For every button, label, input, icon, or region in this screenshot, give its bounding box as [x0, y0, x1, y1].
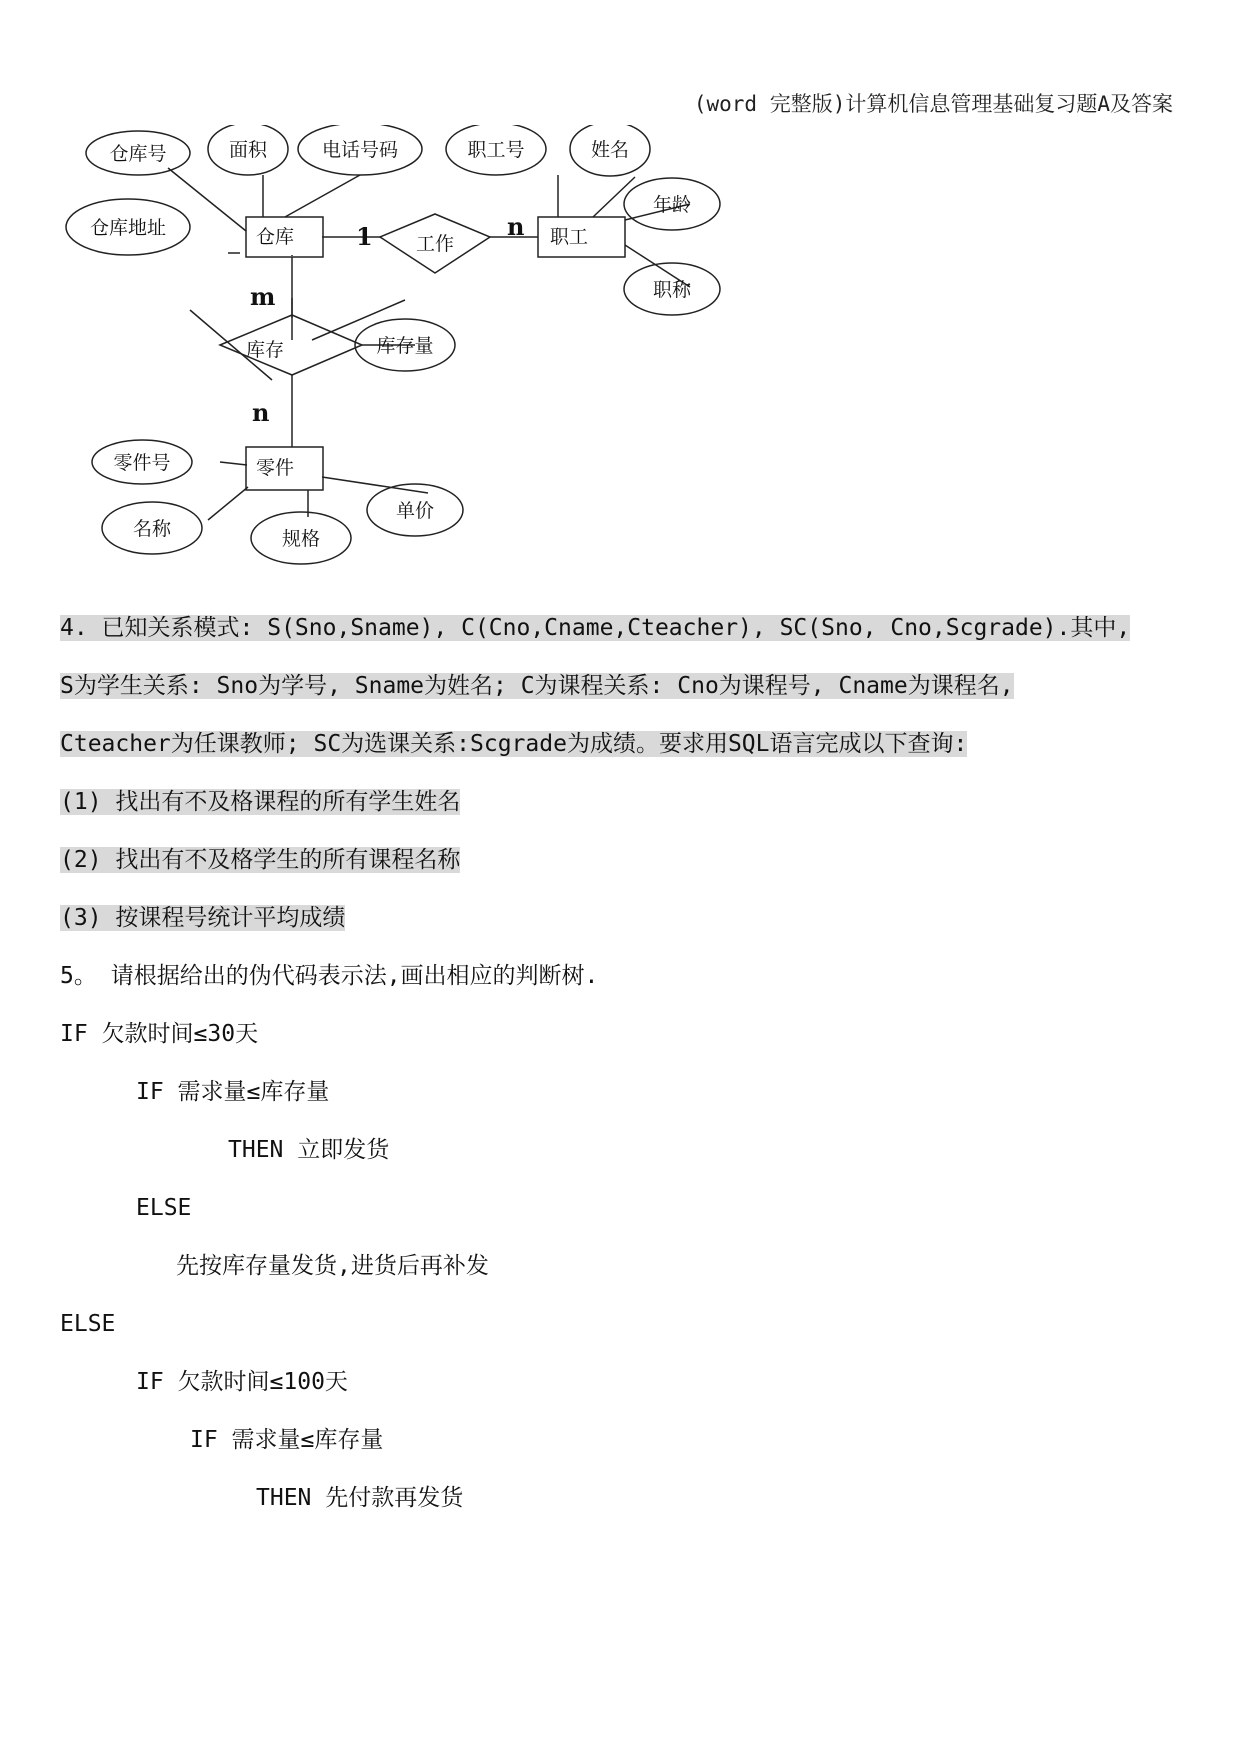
relationship-stock: 库存: [245, 339, 285, 361]
attr-part-no: 零件号: [113, 452, 171, 474]
attr-stock-qty: 库存量: [376, 335, 434, 357]
attr-spec: 规格: [281, 528, 321, 550]
attr-employee-no: 职工号: [467, 139, 525, 161]
pseudo-line-8: IF 需求量≤库存量: [190, 1427, 384, 1453]
pseudo-line-6: ELSE: [60, 1311, 116, 1337]
entity-part: 零件: [256, 457, 295, 479]
pseudo-line-3: THEN 立即发货: [228, 1137, 390, 1163]
attr-part-name: 名称: [132, 518, 172, 540]
attr-phone: 电话号码: [321, 139, 399, 161]
pseudo-line-7: IF 欠款时间≤100天: [136, 1369, 348, 1395]
cardinality-work-warehouse: 1: [356, 222, 373, 251]
attr-area: 面积: [228, 139, 268, 161]
pseudo-line-4: ELSE: [136, 1195, 192, 1221]
cardinality-work-employee: n: [507, 212, 525, 241]
pseudo-line-9: THEN 先付款再发货: [256, 1485, 464, 1511]
attr-price: 单价: [395, 500, 435, 522]
pseudo-line-2: IF 需求量≤库存量: [136, 1079, 330, 1105]
q4-item-2-text: (2) 找出有不及格学生的所有课程名称: [60, 847, 461, 873]
q4-item-3-text: (3) 按课程号统计平均成绩: [60, 905, 346, 931]
relationship-work: 工作: [415, 233, 455, 255]
pseudo-line-5: 先按库存量发货,进货后再补发: [176, 1253, 489, 1279]
q4-item-1: [60, 784, 460, 820]
q4-text-1: 4. 已知关系模式: S(Sno,Sname), C(Cno,Cname,Cteacher), SC(Sno, Cno,Scgrade).其中,: [60, 615, 1131, 641]
document-header: (word 完整版)计算机信息管理基础复习题A及答案: [693, 92, 1173, 116]
q4-text-2: S为学生关系: Sno为学号, Sname为姓名; C为课程关系: Cno为课程号, Cname为课程名,: [60, 673, 1014, 699]
entity-employee: 职工: [550, 226, 589, 248]
q4-item-1-text: (1) 找出有不及格课程的所有学生姓名: [60, 789, 461, 815]
entity-warehouse: 仓库: [256, 226, 295, 248]
q4-item-3: [60, 900, 345, 936]
er-diagram: [60, 125, 820, 635]
attr-age: 年龄: [652, 194, 692, 216]
q5-title: 5。 请根据给出的伪代码表示法,画出相应的判断树.: [60, 963, 599, 989]
q4-line-2: [60, 668, 1014, 704]
q4-line-3: [60, 726, 967, 762]
q4-text-3: Cteacher为任课教师; SC为选课关系:Scgrade为成绩。要求用SQL语言完成以下查询:: [60, 731, 968, 757]
q4-item-2: [60, 842, 460, 878]
attr-name: 姓名: [590, 139, 630, 161]
attr-warehouse-address: 仓库地址: [89, 217, 167, 239]
attr-warehouse-no: 仓库号: [109, 143, 167, 165]
cardinality-stock-warehouse: m: [250, 282, 276, 311]
attr-title: 职称: [652, 279, 692, 301]
cardinality-stock-part: n: [252, 398, 270, 427]
q4-line-1: [60, 610, 1130, 646]
pseudo-line-1: IF 欠款时间≤30天: [60, 1021, 259, 1047]
